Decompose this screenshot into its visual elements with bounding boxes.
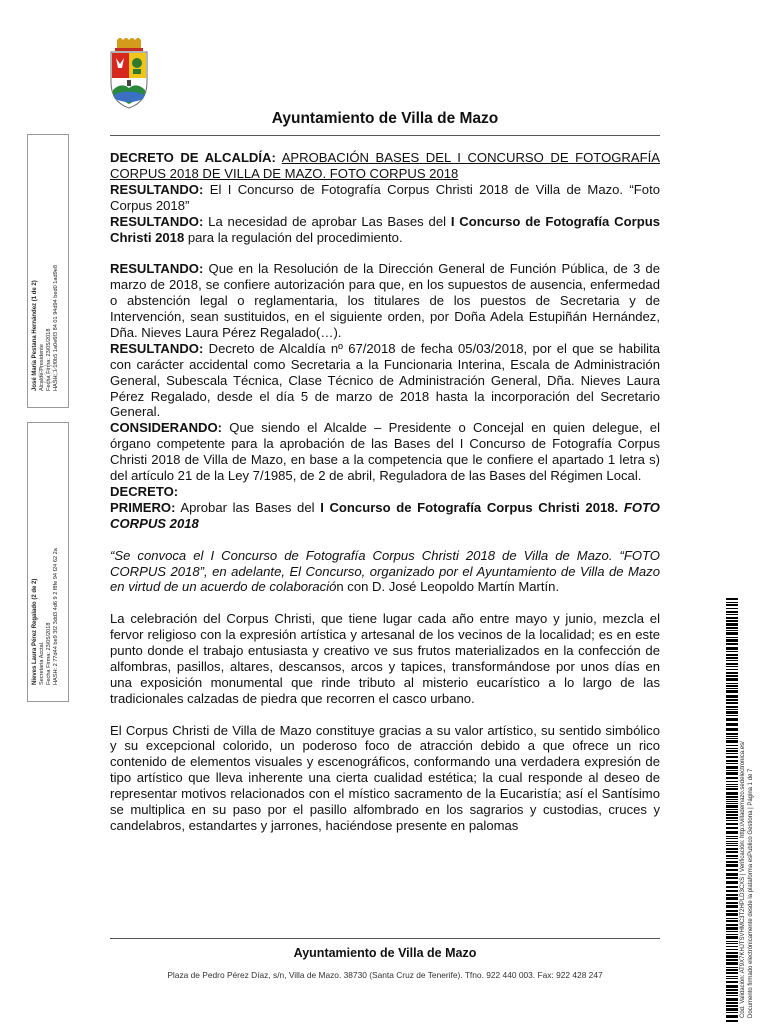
resultando-4: [110, 341, 660, 421]
validation-line-2: Documento firmado electrónicamente desde la plataforma esPublico Gestiona | Página 1 de 7: [748, 768, 754, 1018]
primero-bolditalic: FOTO CORPUS 2018: [110, 499, 660, 531]
resultando-2-text-a: La necesidad de aprobar Las Bases del: [203, 213, 451, 229]
primero-label: PRIMERO:: [110, 499, 176, 515]
paragraph-2: El Corpus Christi de Villa de Mazo constituye gracias a su valor artístico, su sentido simbólico y su excepcional colorido, un poderoso foco de atracción debido a que ofrece un rico contenido de elementos visuales y escenográficos, conformando una verdadera expresión de tipo artístico que lleva inherente una cierta cualidad estética; la cual responde al deseo de representar motivos relacionados con el místico sacramento de la Eucaristía; así el Santísimo se multiplica en su paso por el pasillo alfombrado en los sagrarios y custodias, cruces y candelabros, estandartes y jarrones, haciéndose presente en palomas: [110, 722, 660, 833]
resultando-3-text: Que en la Resolución de la Dirección General de Función Pública, de 3 de marzo de 2018, se confiere autorización para que, en los supuestos de ausencia, enfermedad o abstención legal o reglamentaria, los titulares de los puestos de Secretaria y de Intervención, sean sustituidos, en el siguiente orden, por Doña Adela Estupiñán Hernández, Dña. Nieves Laura Pérez Regalado(…).: [110, 261, 660, 340]
municipal-crest-icon: [107, 38, 151, 110]
footer-address: Plaza de Pedro Pérez Díaz, s/n, Villa de Mazo. 38730 (Santa Cruz de Tenerife). Tfno. 922 440 003. Fax: 922 428 247: [167, 970, 603, 980]
resultando-2-label: RESULTANDO:: [110, 213, 204, 229]
resultando-1-text: El I Concurso de Fotografía Corpus Christi 2018 de Villa de Mazo. “Foto Corpus 2018”: [110, 181, 660, 213]
barcode-icon: [726, 598, 738, 1022]
decree-heading: [110, 150, 660, 182]
decreto-label: DECRETO:: [110, 484, 179, 500]
resultando-2: [110, 214, 660, 246]
resultando-3-label: RESULTANDO:: [110, 261, 204, 277]
primero: [110, 500, 660, 532]
resultando-3: [110, 261, 660, 341]
resultando-4-text: Decreto de Alcaldía nº 67/2018 de fecha 05/03/2018, por el que se habilita con carácter accidental como Secretaria a la Funcionaria Interina, Escala de Administración General, Subescala Técnica, Clase Técnico de Administración General, Dña. Nieves Laura Pérez Regalado, desde el día 5 de marzo de 2018 hasta la incorporación del Secretario General.: [110, 340, 660, 420]
convocatoria-quote: [110, 548, 660, 596]
considerando-1: [110, 420, 660, 484]
quote-italic: “Se convoca el I Concurso de Fotografía Corpus Christi 2018 de Villa de Mazo. “FOTO CORPUS 2018”, en adelante, El Concurso, organizado por el Ayuntamiento de Villa de Mazo en virtud de un acuerdo de colaboració: [110, 547, 660, 595]
paragraph-1: La celebración del Corpus Christi, que tiene lugar cada año entre mayo y junio, mezcla el fervor religioso con la expresión artística y artesanal de los vecinos de la localidad; es en este punto donde el trabajo entusiasta y creativo ve sus frutos materializados en la confección de alfombras, pasillos, altares, descansos, arcos y tapices, transformándose por unos días en una exposición monumental que rinde tributo al misterio eucarístico a lo largo de las tradicionales calzadas de piedra que recorren el casco urbano.: [110, 611, 660, 706]
primero-bold: I Concurso de Fotografía Corpus Christi 2018.: [320, 499, 619, 515]
signer-hash-2: HASH: 2 77d44 be9 3f2 3dd3 4d6 9 2 f8fe 94 f24 62 2a: [53, 548, 59, 685]
resultando-1: [110, 182, 660, 214]
resultando-1-label: RESULTANDO:: [110, 181, 204, 197]
signer-role-1: Alcalde-Presidente: [39, 344, 45, 391]
considerando-1-label: CONSIDERANDO:: [110, 420, 223, 436]
signature-box-2: [27, 422, 69, 702]
resultando-4-label: RESULTANDO:: [110, 340, 204, 356]
signer-date-1: Fecha Firma: 23/05/2018: [46, 328, 52, 391]
quote-plain: n con D. José Leopoldo Martín Martín.: [336, 579, 560, 595]
signer-name-2: Nieves Laura Pérez Regalado (2 de 2): [32, 578, 38, 685]
decreto-label-line: [110, 484, 660, 500]
validation-line-1: Cód. Validación: AT9X7KHJTSVHMC3T2HPLD3CXS | Verificación: http://villademazo.sedelectronica.es/: [740, 741, 746, 1018]
resultando-2-bold: I Concurso de Fotografía Corpus Christi 2018: [110, 213, 660, 245]
signer-date-2: Fecha Firma: 23/05/2018: [46, 622, 52, 685]
resultando-2-text-b: para la regulación del procedimiento.: [184, 229, 403, 245]
signer-role-2: Secretaria Acctal.: [39, 641, 45, 685]
header-divider: [110, 135, 660, 136]
decree-heading-subject: APROBACIÓN BASES DEL I CONCURSO DE FOTOGRAFÍA CORPUS 2018 DE VILLA DE MAZO. FOTO CORPUS 2018: [110, 150, 660, 181]
decree-body: [110, 150, 660, 834]
considerando-1-text: Que siendo el Alcalde – Presidente o Concejal en quien delegue, el órgano competente para la aprobación de las Bases del I Concurso de Fotografía Corpus Christi 2018 de Villa de Mazo, en base a la competencia que le confiere el apartado 1 letra s) del artículo 21 de la Ley 7/1985, de 2 de abril, Reguladora de las Bases del Régimen Local.: [110, 420, 660, 484]
footer-title: Ayuntamiento de Villa de Mazo: [293, 946, 477, 960]
primero-text: Aprobar las Bases del: [175, 499, 321, 515]
stamp-seal-icon: [37, 363, 59, 385]
footer-divider: [110, 938, 660, 939]
signer-name-1: José María Pestana Hernández (1 de 2): [32, 280, 38, 391]
validation-text: [739, 741, 755, 1018]
decree-heading-label: DECRETO DE ALCALDÍA:: [110, 150, 276, 165]
signer-hash-1: HASH: 1 1f0b5 1a0e6f3 84 01 94d94 bed0 1ad9e8: [53, 265, 59, 391]
page-title: Ayuntamiento de Villa de Mazo: [271, 110, 499, 127]
